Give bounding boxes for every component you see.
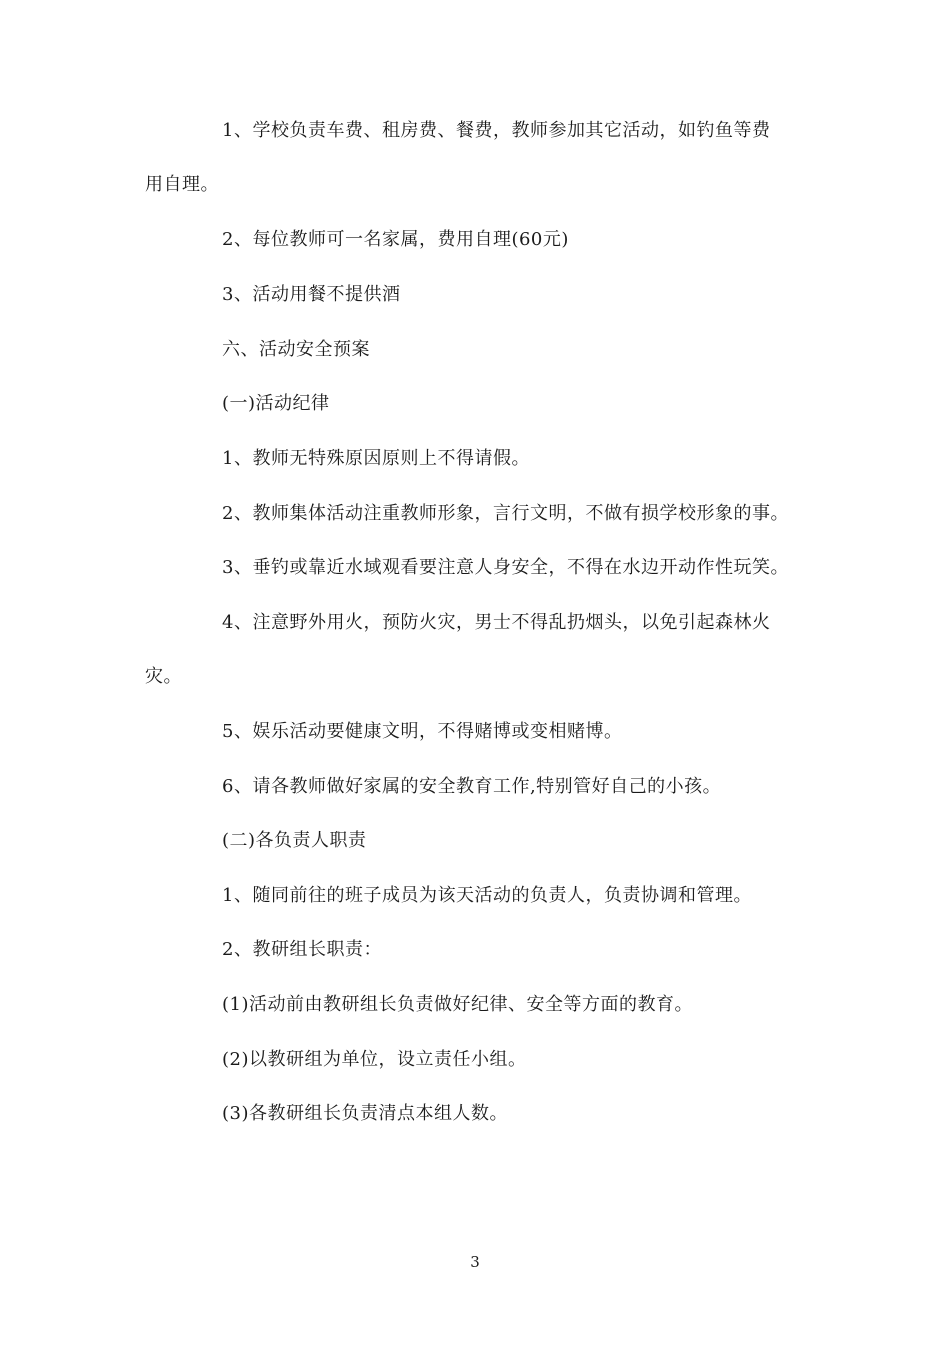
paragraph-line: 2、教研组长职责： xyxy=(222,939,382,960)
paragraph-line: 4、注意野外用火，预防火灾，男士不得乱扔烟头，以免引起森林火 xyxy=(222,612,771,633)
paragraph-line: 2、教师集体活动注重教师形象，言行文明，不做有损学校形象的事。 xyxy=(222,503,789,524)
paragraph-line: (1)活动前由教研组长负责做好纪律、安全等方面的教育。 xyxy=(222,994,693,1015)
subsection-heading: (一)活动纪律 xyxy=(222,393,330,414)
paragraph-line: 2、每位教师可一名家属，费用自理(60元) xyxy=(222,229,569,250)
paragraph-line: 5、娱乐活动要健康文明，不得赌博或变相赌博。 xyxy=(222,721,623,742)
paragraph-line: 1、学校负责车费、租房费、餐费，教师参加其它活动，如钓鱼等费 xyxy=(222,120,771,141)
subsection-heading: (二)各负责人职责 xyxy=(222,830,367,851)
paragraph-line: 6、请各教师做好家属的安全教育工作,特别管好自己的小孩。 xyxy=(222,776,722,797)
paragraph-line: 1、教师无特殊原因原则上不得请假。 xyxy=(222,448,530,469)
paragraph-line: 用自理。 xyxy=(145,174,219,195)
section-heading: 六、活动安全预案 xyxy=(222,339,370,360)
page-number: 3 xyxy=(470,1253,480,1271)
paragraph-line: 1、随同前往的班子成员为该天活动的负责人，负责协调和管理。 xyxy=(222,885,752,906)
paragraph-line: 3、垂钓或靠近水域观看要注意人身安全，不得在水边开动作性玩笑。 xyxy=(222,557,789,578)
paragraph-line: 3、活动用餐不提供酒 xyxy=(222,284,401,305)
paragraph-line: (3)各教研组长负责清点本组人数。 xyxy=(222,1103,508,1124)
paragraph-line: (2)以教研组为单位，设立责任小组。 xyxy=(222,1049,527,1070)
paragraph-line: 灾。 xyxy=(145,666,182,687)
